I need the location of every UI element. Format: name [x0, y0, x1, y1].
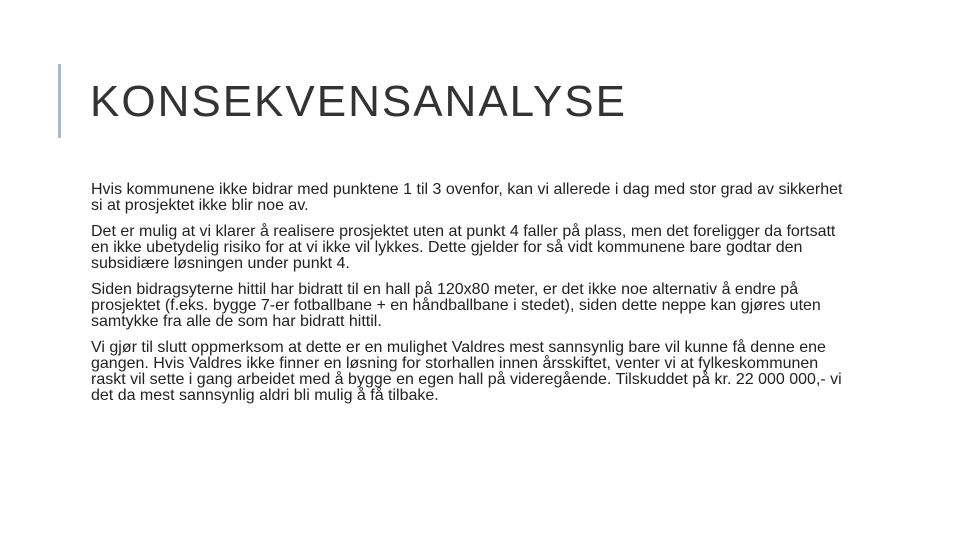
paragraph-4: Vi gjør til slutt oppmerksom at dette er en mulighet Valdres mest sannsynlig bare vil kunne få denne ene gangen. Hvis Valdres ikke finner en løsning for storhallen innen årsskiftet, venter vi at fylkeskommunen raskt vil sette i gang arbeidet med å bygge en egen hall på videregående. Tilskuddet på kr. 22 000 000,- vi det da mest sannsynlig aldri bli mulig å få tilbake.: [91, 339, 842, 404]
slide-body: [91, 182, 851, 414]
paragraph-1: Hvis kommunene ikke bidrar med punktene 1 til 3 ovenfor, kan vi allerede i dag med stor grad av sikkerhet si at prosjektet ikke blir noe av.: [91, 181, 843, 214]
title-accent-bar: [58, 64, 61, 138]
slide-title: KONSEKVENSANALYSE: [90, 77, 627, 126]
paragraph-2: Det er mulig at vi klarer å realisere prosjektet uten at punkt 4 faller på plass, men det foreligger da fortsatt en ikke ubetydelig risiko for at vi ikke vil lykkes. Dette gjelder for så vidt kommunene bare godtar den subsidiære løsningen under punkt 4.: [91, 223, 836, 272]
paragraph-3: Siden bidragsyterne hittil har bidratt til en hall på 120x80 meter, er det ikke noe alternativ å endre på prosjektet (f.eks. bygge 7-er fotballbane + en håndballbane i stedet), siden dette neppe kan gjøres uten samtykke fra alle de som har bidratt hittil.: [91, 281, 821, 330]
